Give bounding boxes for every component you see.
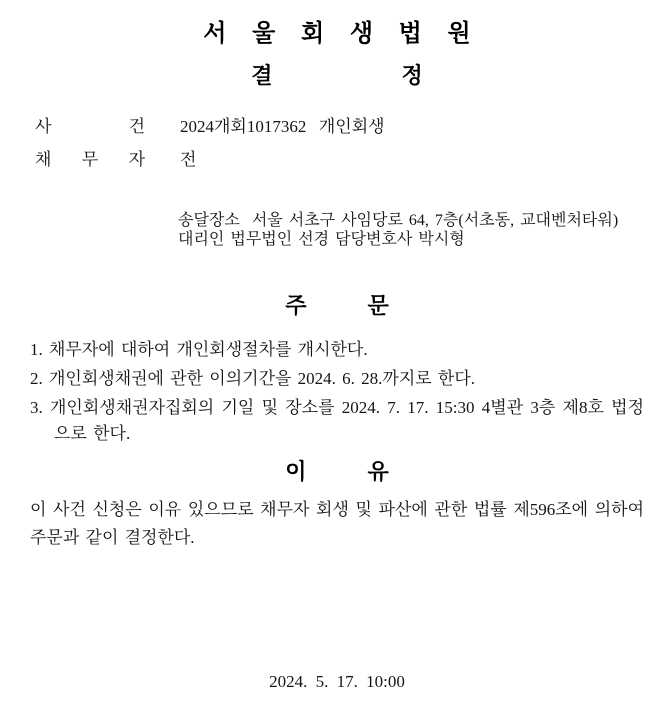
case-label: 사 건: [35, 117, 145, 136]
decision-datetime: 2024. 5. 17. 10:00: [269, 672, 405, 691]
order-section-heading: 주 문: [285, 293, 389, 318]
court-name-title: 서 울 회 생 법 원: [203, 20, 471, 47]
order-item-2: 2. 개인회생채권에 관한 이의기간을 2024. 6. 28.까지로 한다.: [30, 369, 476, 388]
service-address-block: [178, 211, 644, 249]
decision-title: 결 정: [251, 63, 423, 88]
order-items-list: [30, 337, 644, 447]
debtor-name-value: 전: [180, 150, 197, 169]
case-number-row: [30, 115, 644, 139]
service-address-line: 송달장소 서울 서초구 사임당로 64, 7층(서초동, 교대벤처타워): [178, 212, 619, 229]
debtor-label: 채 무 자: [35, 150, 145, 169]
reason-section-heading: 이 유: [285, 459, 389, 484]
order-item-1: 1. 채무자에 대하여 개인회생절차를 개시한다.: [30, 340, 368, 359]
case-number-value: 2024개회1017362 개인회생: [180, 117, 385, 136]
order-item-3: 3. 개인회생채권자집회의 기일 및 장소를 2024. 7. 17. 15:30 4별관 3층 제8호 법정으로 한다.: [30, 398, 644, 443]
attorney-line: 대리인 법무법인 선경 담당변호사 박시형: [178, 231, 465, 248]
debtor-row: [30, 148, 644, 172]
reason-body-text: 이 사건 신청은 이유 있으므로 채무자 회생 및 파산에 관한 법률 제596조에 의하여 주문과 같이 결정한다.: [30, 500, 644, 547]
